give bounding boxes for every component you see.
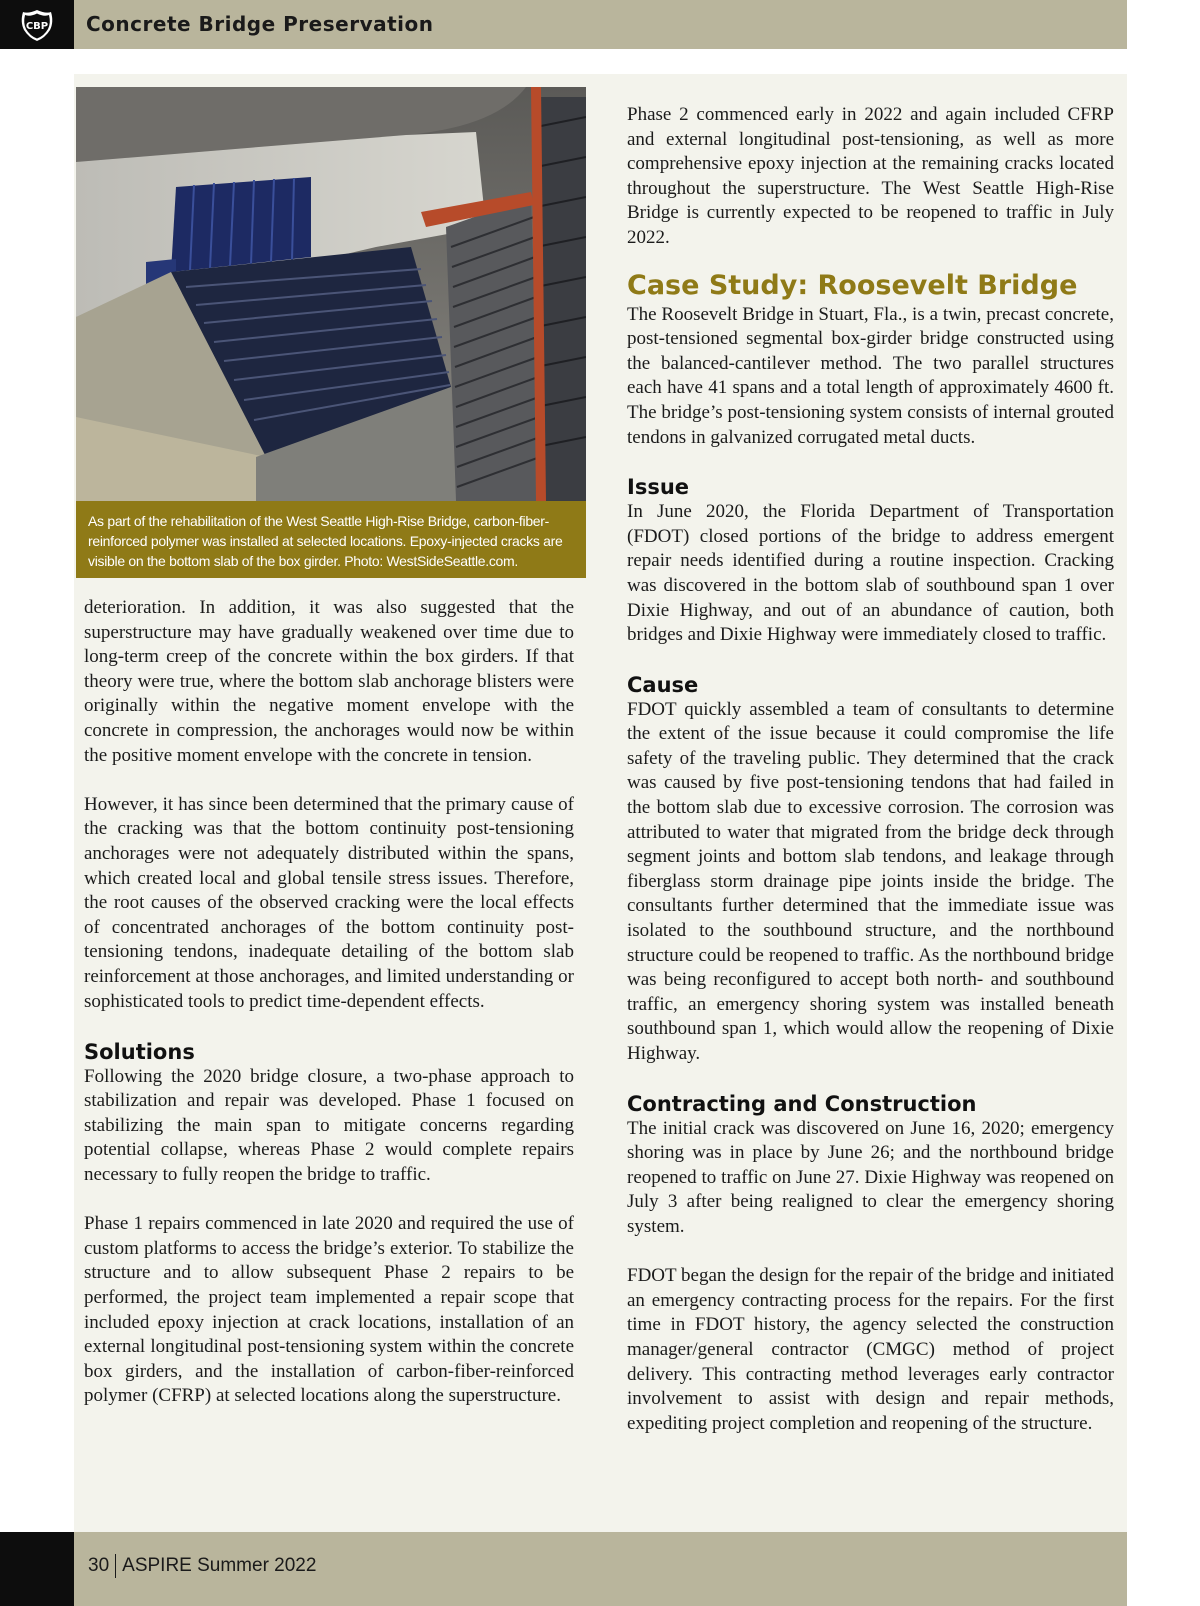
footer-separator [115,1554,116,1578]
right-paragraph-3: In June 2020, the Florida Department of Transportation (FDOT) closed portions of the bridge to address emergent repair needs identified during a routine inspection. Cracking was discovered in the bottom slab of southbound span 1 over Dixie Highway, and out of an abundance of caution, both bridges and Dixie Highway were immediately closed to traffic. [627,501,1114,646]
right-paragraph-1: Phase 2 commenced early in 2022 and again included CFRP and external longitudinal post-tensioning, as well as more comprehensive epoxy injection at the remaining cracks located throughout the superstructure. The West Seattle High-Rise Bridge is currently expected to be reopened to traffic in July 2022. [627,104,1114,248]
section-title: Concrete Bridge Preservation [86,12,434,36]
logo-text: CBP [25,21,49,32]
left-paragraph-2: However, it has since been determined that the primary cause of the cracking was that the bottom continuity post-tensioning anchorages were not adequately distributed within the spans, which created local and global tensile stress issues. Therefore, the root causes of the observed cracking were the local effects of concentrated anchorages of the bottom continuity post-tensioning tendons, inadequate detailing of the bottom slab reinforcement at those anchorages, and limited understanding or sophisticated tools to predict time-dependent effects. [84,793,574,1012]
heading-solutions: Solutions [84,1039,195,1064]
footer-block [0,1532,74,1606]
right-paragraph-2: The Roosevelt Bridge in Stuart, Fla., is a twin, precast concrete, post-tensioned segmental box-girder bridge constructed using the balanced-cantilever method. The two parallel structures each have 41 spans and a total length of approximately 4600 ft. The bridge’s post-tensioning system consists of internal grouted tendons in galvanized corrugated metal ducts. [627,303,1114,448]
right-paragraph-6: FDOT began the design for the repair of the bridge and initiated an emergency contracting process for the repairs. For the first time in FDOT history, the agency selected the construction manager/general contractor (CMGC) method of project delivery. This contracting method leverages early contractor involvement to assist with design and repair methods, expediting project completion and reopening of the structure. [627,1265,1114,1434]
bridge-photo [76,87,586,501]
page-footer [0,1532,1127,1606]
heading-contracting: Contracting and Construction [627,1091,977,1116]
photo-caption: As part of the rehabilitation of the West Seattle High-Rise Bridge, carbon-fiber-reinforced polymer was installed at selected locations. Epoxy-injected cracks are visible on the bottom slab of the box girder. Photo: WestSideSeattle.com. [76,501,586,578]
left-column [84,596,574,1409]
heading-cause: Cause [627,672,699,697]
right-column [627,103,1114,1436]
left-paragraph-4: Phase 1 repairs commenced in late 2020 and required the use of custom platforms to access the bridge’s exterior. To stabilize the structure and to allow subsequent Phase 2 repairs to be performed, the project team implemented a repair scope that included epoxy injection at crack locations, installation of an external longitudinal post-tensioning system within the concrete box girders, and the installation of carbon-fiber-reinforced polymer (CFRP) at selected locations along the superstructure. [84,1213,574,1407]
left-paragraph-3: Following the 2020 bridge closure, a two-phase approach to stabilization and repair was developed. Phase 1 focused on stabilizing the main span to mitigate concerns regarding potential collapse, whereas Phase 2 would complete repairs necessary to fully reopen the bridge to traffic. [84,1065,574,1186]
highway-shield-icon [20,8,54,42]
heading-issue: Issue [627,475,690,500]
page-header [0,0,1127,49]
bridge-girder-illustration [76,87,586,501]
right-paragraph-4: FDOT quickly assembled a team of consultants to determine the extent of the issue because it could compromise the life safety of the traveling public. They determined that the crack was caused by five post-tensioning tendons that had failed in the bottom slab due to excessive corrosion. The corrosion was attributed to water that migrated from the bridge deck through segment joints and bottom slab tendons, and leakage through fiberglass storm drainage pipe joints inside the bridge. The consultants further determined that the immediate issue was isolated to the southbound structure, and the northbound structure could be reopened to traffic. As the northbound bridge was being reconfigured to accept both north- and southbound traffic, an emergency shoring system was installed beneath southbound span 1, which would allow the reopening of Dixie Highway. [627,698,1114,1064]
header-logo-block [0,0,74,49]
left-paragraph-1: deterioration. In addition, it was also suggested that the superstructure may have gradually weakened over time due to long-term creep of the concrete within the box girders. If that theory were true, where the bottom slab anchorage blisters were originally within the negative moment envelope with the concrete in compression, the anchorages would now be within the positive moment envelope with the concrete in tension. [84,597,574,766]
page-number: 30 [88,1555,110,1577]
right-paragraph-5: The initial crack was discovered on June 16, 2020; emergency shoring was in place by June 26; and the northbound bridge reopened to traffic on June 27. Dixie Highway was reopened on July 3 after being realigned to clear the emergency shoring system. [627,1117,1114,1237]
heading-case-study: Case Study: Roosevelt Bridge [627,269,1078,301]
publication-name: ASPIRE Summer 2022 [122,1555,317,1577]
footer-text [88,1554,316,1578]
